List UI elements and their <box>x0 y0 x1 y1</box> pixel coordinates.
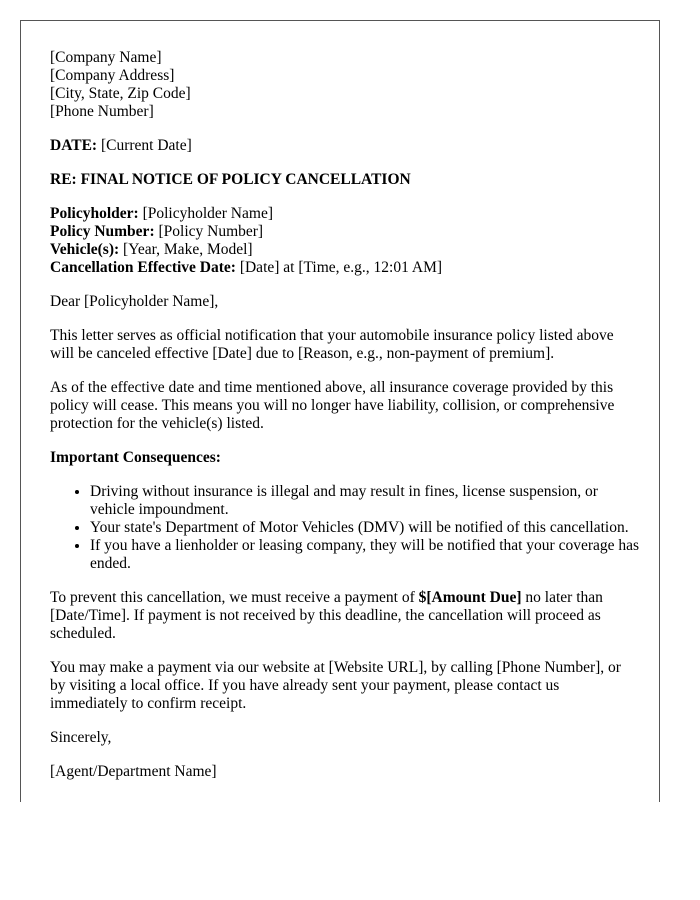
consequences-list <box>50 483 640 573</box>
letter-content <box>50 49 640 797</box>
detail-value: [Policyholder Name] <box>138 205 273 222</box>
paragraph-coverage: As of the effective date and time mentioned above, all insurance coverage provided by this policy will cease. This means you will no longer have liability, collision, or comprehensive protection for the vehicle(s) listed. <box>50 379 615 432</box>
detail-policy-number <box>50 223 640 241</box>
consequences-heading: Important Consequences: <box>50 449 221 466</box>
signature: [Agent/Department Name] <box>50 763 217 780</box>
phone-number: [Phone Number] <box>50 103 154 120</box>
detail-value: [Year, Make, Model] <box>119 241 253 258</box>
amount-due: $[Amount Due] <box>418 589 522 606</box>
detail-label: Cancellation Effective Date: <box>50 259 236 276</box>
company-name: [Company Name] <box>50 49 162 66</box>
detail-label: Policy Number: <box>50 223 155 240</box>
prevention-text-before: To prevent this cancellation, we must receive a payment of <box>50 589 419 606</box>
detail-vehicles <box>50 241 640 259</box>
paragraph-notification: This letter serves as official notification that your automobile insurance policy listed above will be canceled effective [Date] due to [Reason, e.g., non-payment of premium]. <box>50 327 614 362</box>
policy-details <box>50 205 640 277</box>
detail-label: Vehicle(s): <box>50 241 120 258</box>
subject-line: RE: FINAL NOTICE OF POLICY CANCELLATION <box>50 171 411 188</box>
date-value: [Current Date] <box>97 137 192 154</box>
city-state-zip: [City, State, Zip Code] <box>50 85 191 102</box>
date-line <box>50 137 640 155</box>
list-item: • Your state's Department of Motor Vehicles (DMV) will be notified of this cancellation. <box>90 519 640 537</box>
prevention-text-after: no later than [Date/Time]. If payment is not received by this deadline, the cancellation will proceed as scheduled. <box>50 589 603 642</box>
paragraph-prevention <box>50 589 640 643</box>
detail-value: [Policy Number] <box>154 223 264 240</box>
paragraph-payment: You may make a payment via our website at [Website URL], by calling [Phone Number], or by visiting a local office. If you have already sent your payment, please contact us immediately to confirm receipt. <box>50 659 621 712</box>
company-address: [Company Address] <box>50 67 175 84</box>
detail-label: Policyholder: <box>50 205 139 222</box>
date-label: DATE: <box>50 137 98 154</box>
letter-page <box>20 20 660 802</box>
detail-value: [Date] at [Time, e.g., 12:01 AM] <box>235 259 443 276</box>
list-item: • If you have a lienholder or leasing company, they will be notified that your coverage has ended. <box>90 537 640 573</box>
list-item: • Driving without insurance is illegal and may result in fines, license suspension, or vehicle impoundment. <box>90 483 640 519</box>
sender-address <box>50 49 640 121</box>
closing: Sincerely, <box>50 729 112 746</box>
detail-policyholder <box>50 205 640 223</box>
salutation: Dear [Policyholder Name], <box>50 293 219 310</box>
detail-effective-date <box>50 259 640 277</box>
